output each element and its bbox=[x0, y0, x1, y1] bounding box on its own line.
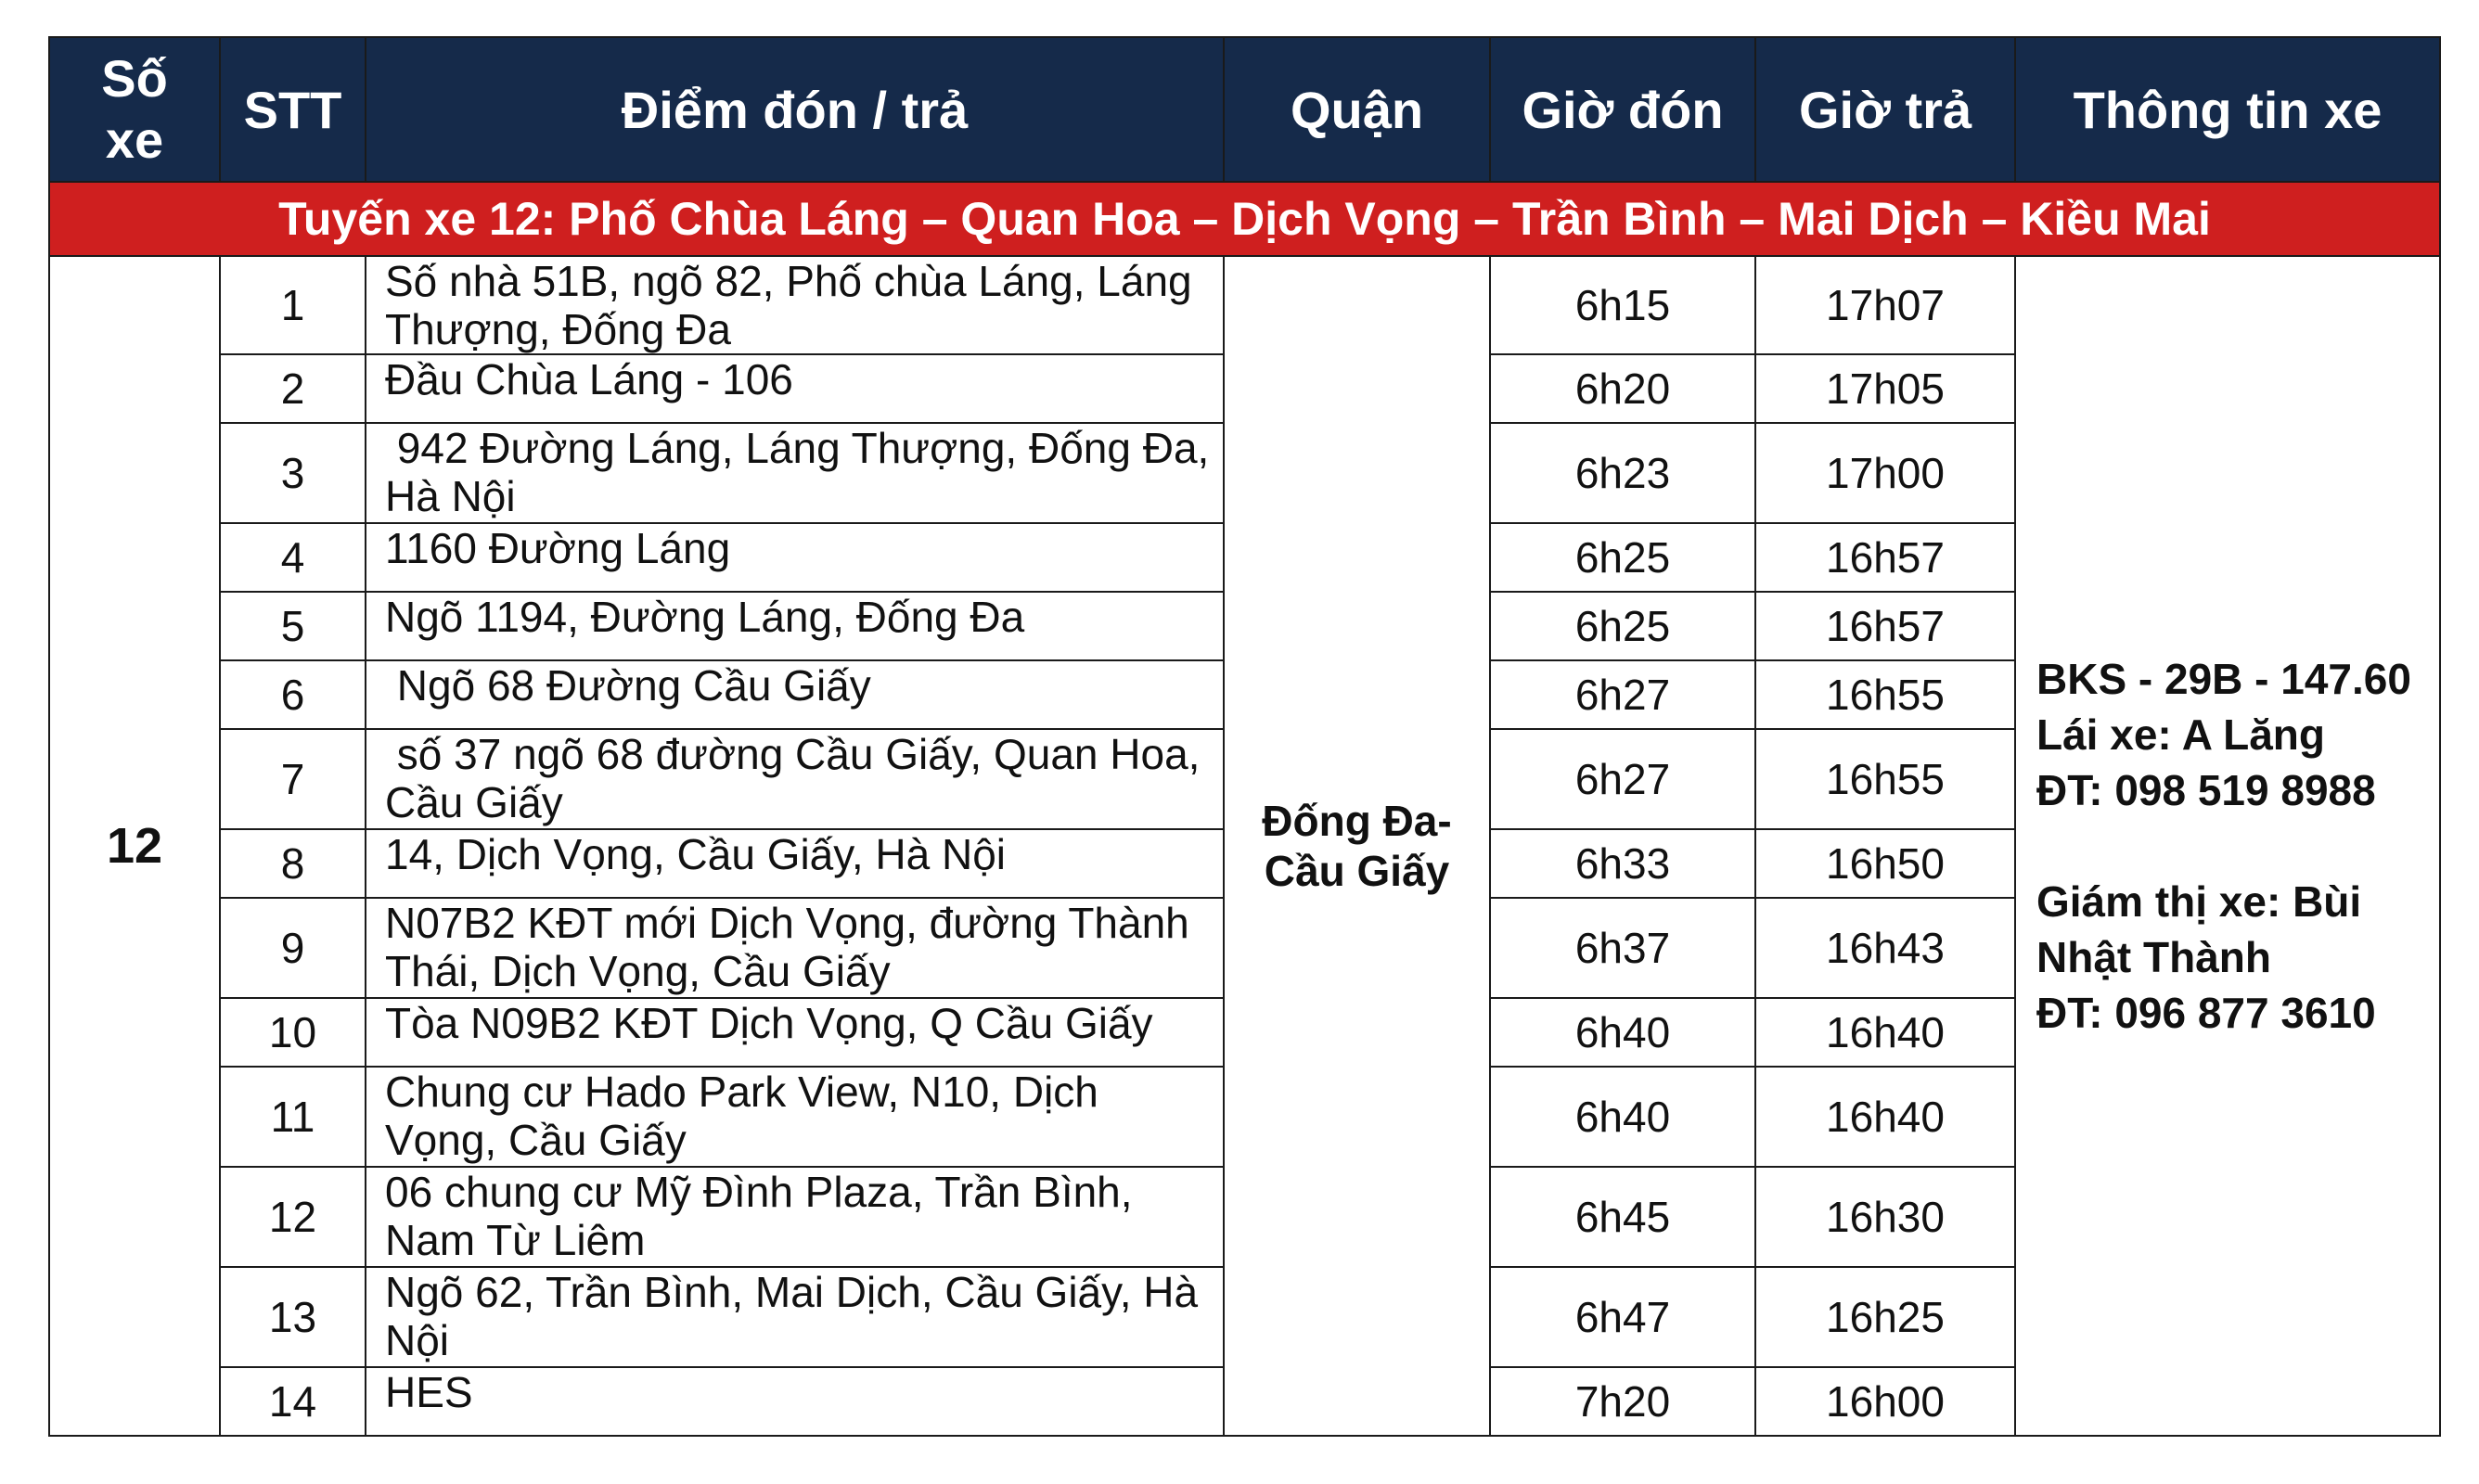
dropoff-time-cell: 16h57 bbox=[1755, 592, 2015, 660]
address-cell: 06 chung cư Mỹ Đình Plaza, Trần Bình, Nam Từ Liêm bbox=[366, 1167, 1224, 1267]
monitor-name-line1: Giám thị xe: Bùi bbox=[2036, 877, 2362, 926]
dropoff-time-cell: 16h50 bbox=[1755, 829, 2015, 898]
header-row bbox=[49, 37, 2440, 182]
address-cell: Tòa N09B2 KĐT Dịch Vọng, Q Cầu Giấy bbox=[366, 998, 1224, 1067]
district-cell bbox=[1224, 256, 1490, 1436]
pickup-time-cell: 6h37 bbox=[1490, 898, 1755, 998]
address-cell: 942 Đường Láng, Láng Thượng, Đống Đa, Hà Nội bbox=[366, 423, 1224, 523]
bus-plate: BKS - 29B - 147.60 bbox=[2036, 655, 2411, 703]
pickup-time-cell: 6h45 bbox=[1490, 1167, 1755, 1267]
stt-cell: 2 bbox=[220, 354, 366, 423]
pickup-time-cell: 6h20 bbox=[1490, 354, 1755, 423]
info-spacer bbox=[2036, 818, 2434, 874]
stt-cell: 12 bbox=[220, 1167, 366, 1267]
header-gio-tra: Giờ trả bbox=[1755, 37, 2015, 182]
stt-cell: 1 bbox=[220, 256, 366, 354]
address-cell: 1160 Đường Láng bbox=[366, 523, 1224, 592]
stt-cell: 14 bbox=[220, 1367, 366, 1436]
dropoff-time-cell: 17h00 bbox=[1755, 423, 2015, 523]
driver-name: Lái xe: A Lăng bbox=[2036, 710, 2325, 759]
dropoff-time-cell: 16h40 bbox=[1755, 1067, 2015, 1167]
district-line2: Cầu Giấy bbox=[1264, 847, 1450, 895]
dropoff-time-cell: 16h40 bbox=[1755, 998, 2015, 1067]
pickup-time-cell: 6h23 bbox=[1490, 423, 1755, 523]
dropoff-time-cell: 16h30 bbox=[1755, 1167, 2015, 1267]
district-line1: Đống Đa- bbox=[1262, 797, 1452, 845]
address-cell: Chung cư Hado Park View, N10, Dịch Vọng, Cầu Giấy bbox=[366, 1067, 1224, 1167]
dropoff-time-cell: 16h55 bbox=[1755, 660, 2015, 729]
pickup-time-cell: 6h15 bbox=[1490, 256, 1755, 354]
header-thong-tin: Thông tin xe bbox=[2015, 37, 2440, 182]
pickup-time-cell: 6h40 bbox=[1490, 1067, 1755, 1167]
stt-cell: 3 bbox=[220, 423, 366, 523]
header-so-xe bbox=[49, 37, 220, 182]
header-gio-don: Giờ đón bbox=[1490, 37, 1755, 182]
dropoff-time-cell: 16h43 bbox=[1755, 898, 2015, 998]
address-cell: Đầu Chùa Láng - 106 bbox=[366, 354, 1224, 423]
address-cell: N07B2 KĐT mới Dịch Vọng, đường Thành Thái, Dịch Vọng, Cầu Giấy bbox=[366, 898, 1224, 998]
header-quan: Quận bbox=[1224, 37, 1490, 182]
schedule-document bbox=[48, 36, 2439, 1437]
bus-info-cell bbox=[2015, 256, 2440, 1436]
address-cell: Số nhà 51B, ngõ 82, Phố chùa Láng, Láng Thượng, Đống Đa bbox=[366, 256, 1224, 354]
stt-cell: 10 bbox=[220, 998, 366, 1067]
address-cell: số 37 ngõ 68 đường Cầu Giấy, Quan Hoa, Cầu Giấy bbox=[366, 729, 1224, 829]
dropoff-time-cell: 16h25 bbox=[1755, 1267, 2015, 1367]
stt-cell: 6 bbox=[220, 660, 366, 729]
stt-cell: 9 bbox=[220, 898, 366, 998]
header-diem: Điểm đón / trả bbox=[366, 37, 1224, 182]
stt-cell: 5 bbox=[220, 592, 366, 660]
pickup-time-cell: 6h25 bbox=[1490, 592, 1755, 660]
route-title: Tuyến xe 12: Phố Chùa Láng – Quan Hoa – Dịch Vọng – Trần Bình – Mai Dịch – Kiều Mai bbox=[49, 182, 2440, 256]
stt-cell: 4 bbox=[220, 523, 366, 592]
stt-cell: 7 bbox=[220, 729, 366, 829]
header-so-xe-line2: xe bbox=[105, 110, 164, 169]
stt-cell: 13 bbox=[220, 1267, 366, 1367]
pickup-time-cell: 6h40 bbox=[1490, 998, 1755, 1067]
pickup-time-cell: 6h33 bbox=[1490, 829, 1755, 898]
address-cell: 14, Dịch Vọng, Cầu Giấy, Hà Nội bbox=[366, 829, 1224, 898]
driver-phone: ĐT: 098 519 8988 bbox=[2036, 766, 2376, 814]
stt-cell: 8 bbox=[220, 829, 366, 898]
pickup-time-cell: 6h27 bbox=[1490, 660, 1755, 729]
route-title-row bbox=[49, 182, 2440, 256]
address-cell: Ngõ 1194, Đường Láng, Đống Đa bbox=[366, 592, 1224, 660]
pickup-time-cell: 7h20 bbox=[1490, 1367, 1755, 1436]
monitor-phone: ĐT: 096 877 3610 bbox=[2036, 989, 2376, 1037]
address-cell: Ngõ 62, Trần Bình, Mai Dịch, Cầu Giấy, Hà Nội bbox=[366, 1267, 1224, 1367]
pickup-time-cell: 6h25 bbox=[1490, 523, 1755, 592]
monitor-name-line2: Nhật Thành bbox=[2036, 933, 2271, 981]
dropoff-time-cell: 17h07 bbox=[1755, 256, 2015, 354]
pickup-time-cell: 6h27 bbox=[1490, 729, 1755, 829]
dropoff-time-cell: 17h05 bbox=[1755, 354, 2015, 423]
table-row bbox=[49, 256, 2440, 354]
bus-number: 12 bbox=[49, 256, 220, 1436]
dropoff-time-cell: 16h57 bbox=[1755, 523, 2015, 592]
address-cell: HES bbox=[366, 1367, 1224, 1436]
header-so-xe-line1: Số bbox=[101, 49, 168, 108]
header-stt: STT bbox=[220, 37, 366, 182]
dropoff-time-cell: 16h55 bbox=[1755, 729, 2015, 829]
bus-schedule-table bbox=[48, 36, 2441, 1437]
address-cell: Ngõ 68 Đường Cầu Giấy bbox=[366, 660, 1224, 729]
stt-cell: 11 bbox=[220, 1067, 366, 1167]
dropoff-time-cell: 16h00 bbox=[1755, 1367, 2015, 1436]
pickup-time-cell: 6h47 bbox=[1490, 1267, 1755, 1367]
